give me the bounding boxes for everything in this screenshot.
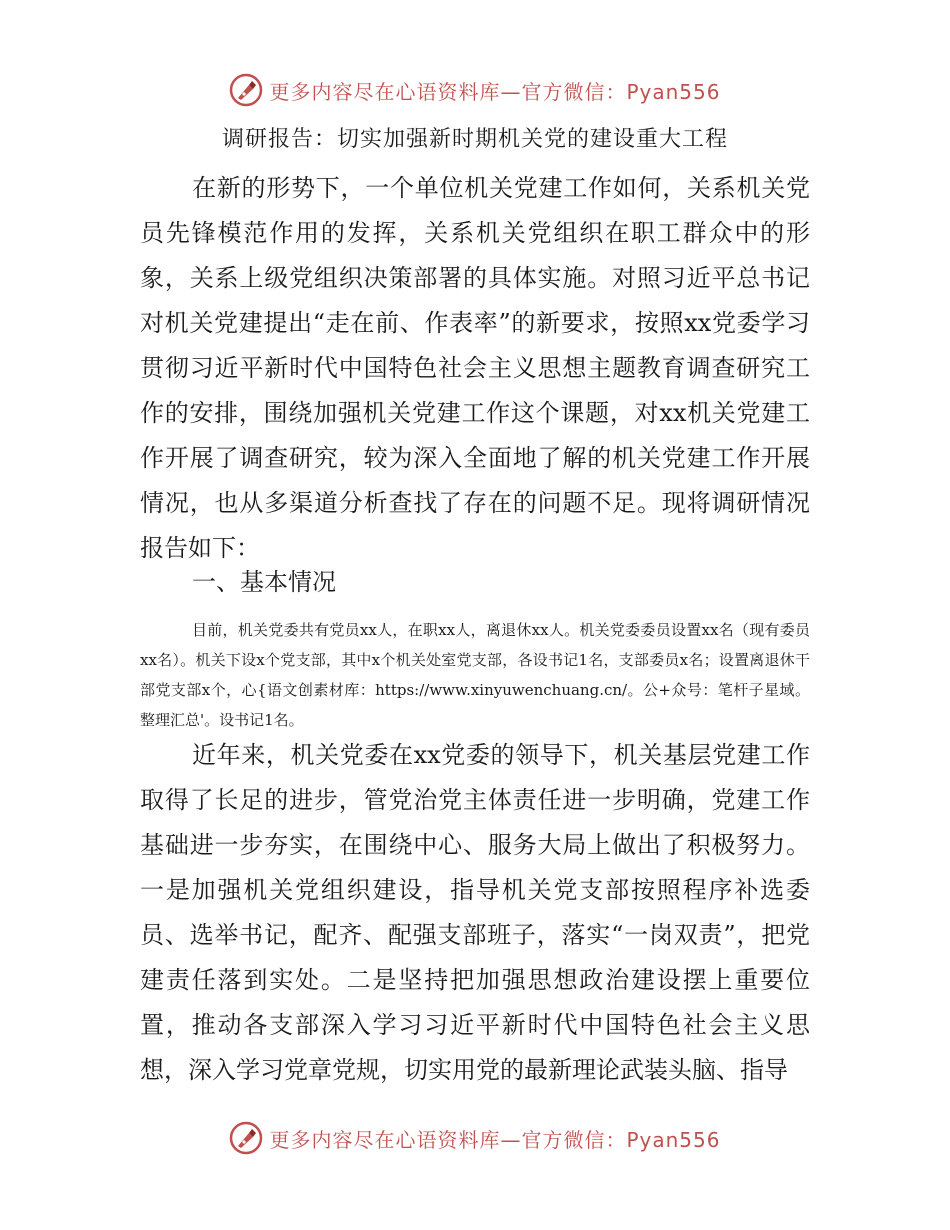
footer-banner [0,1118,950,1158]
pen-nib-logo-icon [229,1121,263,1155]
paragraph-basic-info: 目前，机关党委共有党员xx人，在职xx人，离退休xx人。机关党委委员设置xx名（现有委员xx名）。机关下设x个党支部，其中x个机关处室党支部，各设书记1名，支部委员x名；设置离退休干部党支部x个，心{语文创素材库：https://www.xinyuwenchuang.cn/。公+众号：笔杆子星域。整理汇总'。设书记1名。 [140,621,810,729]
section-heading-basic: 一、基本情况 [192,568,336,596]
page-title: 调研报告：切实加强新时期机关党的建设重大工程 [221,127,728,152]
banner-text: 更多内容尽在心语资料库—官方微信：Pyan556 [269,79,721,104]
header-banner [0,70,950,110]
pen-nib-logo-icon [229,73,263,107]
paragraph-progress: 近年来，机关党委在xx党委的领导下，机关基层党建工作取得了长足的进步，管党治党主体责任进一步明确，党建工作基础进一步夯实，在围绕中心、服务大局上做出了积极努力。一是加强机关党组织建设，指导机关党支部按照程序补选委员、选举书记，配齐、配强支部班子，落实“一岗双责”，把党建责任落到实处。二是坚持把加强思想政治建设摆上重要位置，推动各支部深入学习习近平新时代中国特色社会主义思想，深入学习党章党规，切实用党的最新理论武装头脑、指导 [140,741,810,1084]
banner-text: 更多内容尽在心语资料库—官方微信：Pyan556 [269,1127,721,1152]
paragraph-intro: 在新的形势下，一个单位机关党建工作如何，关系机关党员先锋模范作用的发挥，关系机关党组织在职工群众中的形象，关系上级党组织决策部署的具体实施。对照习近平总书记对机关党建提出“走在前、作表率”的新要求，按照xx党委学习贯彻习近平新时代中国特色社会主义思想主题教育调查研究工作的安排，围绕加强机关党建工作这个课题，对xx机关党建工作开展了调查研究，较为深入全面地了解的机关党建工作开展情况，也从多渠道分析查找了存在的问题不足。现将调研情况报告如下： [140,174,810,562]
